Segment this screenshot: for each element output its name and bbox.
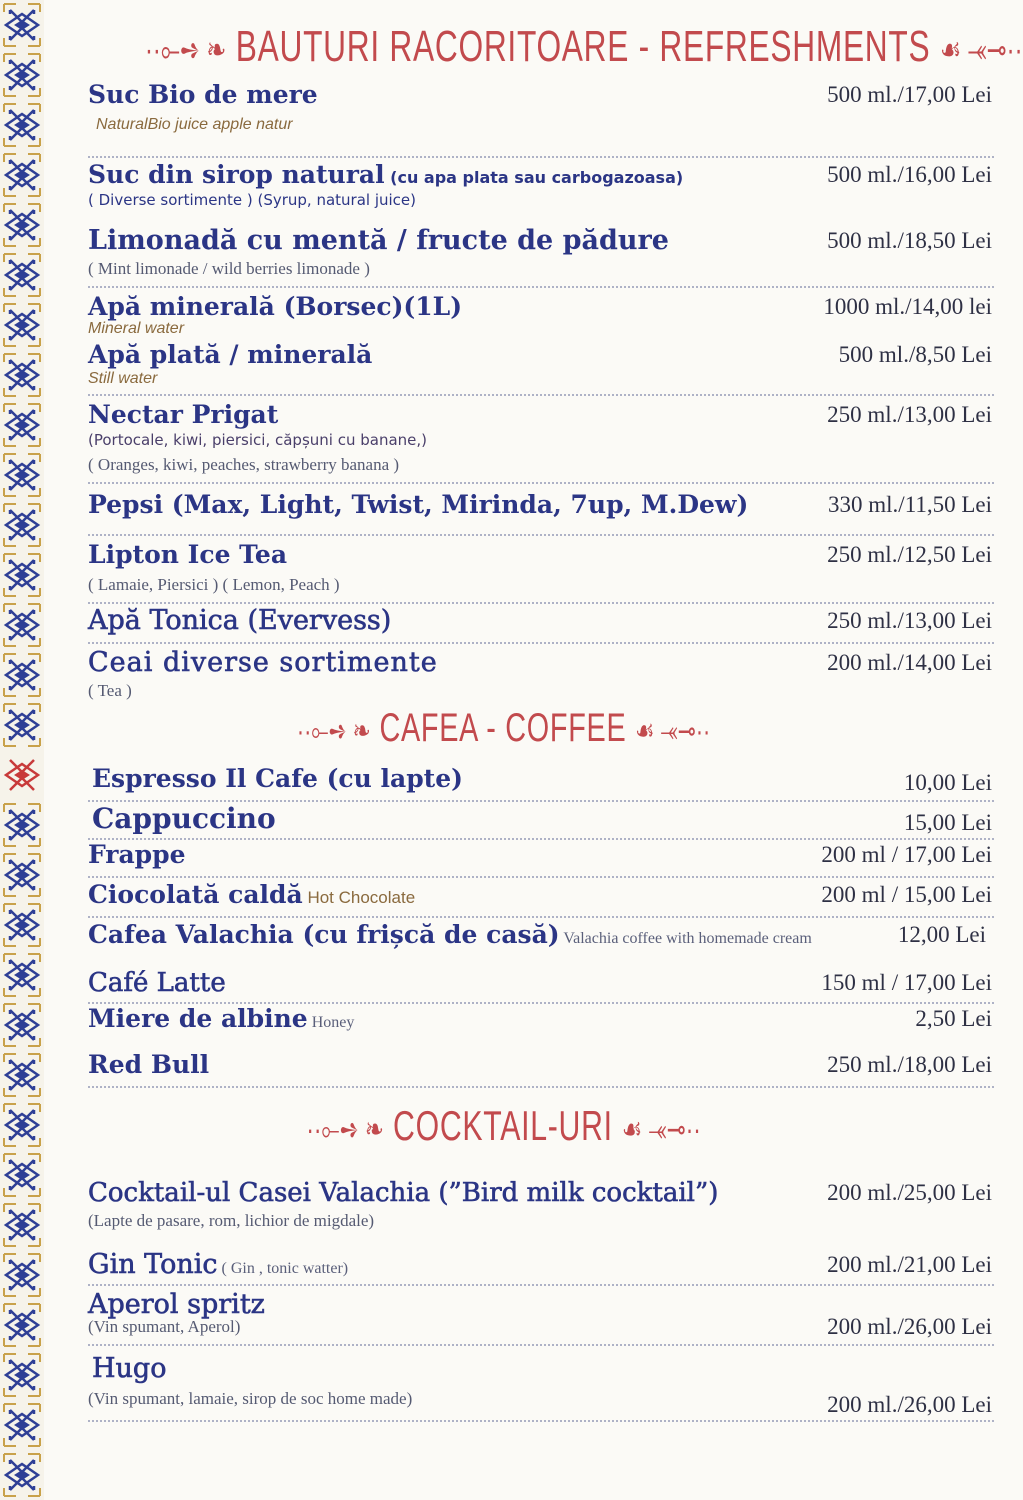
item-name: Frappe — [88, 840, 186, 869]
menu-item — [88, 400, 994, 484]
item-name: Lipton Ice Tea — [88, 540, 288, 569]
item-price: 330 ml./11,50 Lei — [828, 492, 992, 517]
item-name: Cappuccino — [92, 802, 276, 835]
section-title-cocktails — [145, 1102, 862, 1150]
menu-item — [88, 1290, 994, 1346]
item-name: Gin Tonic — [88, 1249, 218, 1280]
item-description: ( Mint limonade / wild berries limonade ) — [88, 259, 370, 278]
menu-item — [88, 160, 994, 214]
item-name: Ceai diverse sortimente — [88, 647, 438, 678]
item-price: 500 ml./8,50 Lei — [838, 342, 992, 367]
item-name: Cocktail-ul Casei Valachia (”Bird milk cocktail”) — [88, 1178, 719, 1208]
item-name: Apă Tonica (Evervess) — [88, 605, 392, 636]
section-title-text: COCKTAIL-URI — [393, 1102, 613, 1149]
item-description: (Vin spumant, lamaie, sirop de soc home made) — [88, 1389, 413, 1408]
item-description: Still water — [88, 370, 158, 387]
item-note: (cu apa plata sau carbogazoasa) — [384, 168, 684, 187]
left-ornament-icon: ··⟜➺ ❧ — [145, 31, 227, 68]
item-price: 2,50 Lei — [915, 1006, 992, 1031]
left-ornament-icon: ··⟜➺ ❧ — [306, 1111, 384, 1147]
menu-item — [88, 1050, 994, 1088]
item-name: Aperol spritz — [88, 1289, 265, 1320]
item-description-en: ( Oranges, kiwi, peaches, strawberry banana ) — [88, 455, 400, 474]
right-ornament-icon: ☙ ⤛⊸·· — [939, 31, 1023, 68]
item-name: Nectar Prigat — [88, 400, 279, 429]
item-note: ( Gin , tonic watter) — [217, 1260, 349, 1277]
item-price: 12,00 Lei — [897, 922, 986, 947]
item-name: Limonadă cu mentă / fructe de pădure — [88, 225, 669, 256]
item-name: Suc Bio de mere — [88, 80, 318, 109]
menu-item — [88, 1250, 994, 1286]
item-name: Cafea Valachia (cu frișcă de casă) — [88, 920, 560, 949]
item-name: Ciocolată caldă — [88, 880, 303, 909]
item-description: ( Tea ) — [88, 681, 132, 700]
item-price: 500 ml./18,50 Lei — [827, 228, 992, 253]
menu-item — [88, 606, 994, 644]
item-price: 200 ml / 17,00 Lei — [821, 842, 992, 867]
item-price: 250 ml./13,00 Lei — [827, 608, 992, 633]
section-title-coffee — [145, 706, 862, 751]
item-price: 200 ml./21,00 Lei — [827, 1252, 992, 1277]
menu-item — [88, 804, 994, 840]
item-price: 200 ml./26,00 Lei — [827, 1392, 992, 1417]
item-name: Apă minerală (Borsec)(1L) — [88, 292, 463, 321]
item-description: (Vin spumant, Aperol) — [88, 1317, 241, 1336]
menu-item — [88, 648, 994, 706]
item-description: ( Diverse sortimente ) (Syrup, natural juice) — [88, 191, 417, 209]
item-price: 250 ml./12,50 Lei — [827, 542, 992, 567]
menu-item — [88, 920, 994, 964]
menu-item — [88, 764, 994, 802]
menu-item — [88, 340, 994, 396]
item-description: (Lapte de pasare, rom, lichior de migdale) — [88, 1211, 375, 1230]
section-title-text: BAUTURI RACORITOARE - REFRESHMENTS — [235, 22, 931, 71]
item-price: 200 ml / 15,00 Lei — [821, 882, 992, 907]
item-description: ( Lamaie, Piersici ) ( Lemon, Peach ) — [88, 575, 340, 594]
item-price: 250 ml./13,00 Lei — [827, 402, 992, 427]
item-price: 500 ml./16,00 Lei — [827, 162, 992, 187]
item-price: 10,00 Lei — [903, 770, 992, 795]
menu-item — [88, 840, 994, 878]
menu-item — [88, 1354, 994, 1422]
item-description: Mineral water — [88, 320, 185, 337]
item-name: Café Latte — [88, 968, 226, 998]
right-ornament-icon: ☙ ⤛⊸·· — [621, 1111, 701, 1147]
item-name: Pepsi (Max, Light, Twist, Mirinda, 7up, M.Dew) — [88, 490, 749, 519]
menu-item — [88, 1178, 994, 1238]
menu-item — [88, 1004, 994, 1044]
folk-pattern-border — [0, 0, 44, 1500]
menu-item — [88, 490, 994, 536]
item-name: Suc din sirop natural — [88, 160, 385, 189]
item-note: Honey — [307, 1014, 355, 1031]
section-title-text: CAFEA - COFFEE — [379, 706, 627, 750]
item-price: 200 ml./25,00 Lei — [827, 1180, 992, 1205]
right-ornament-icon: ☙ ⤛⊸·· — [635, 715, 711, 748]
item-description: NaturalBio juice apple natur — [96, 116, 293, 133]
item-price: 15,00 Lei — [903, 810, 992, 835]
item-description: (Portocale, kiwi, piersici, căpșuni cu banane,) — [88, 431, 427, 449]
left-ornament-icon: ··⟜➺ ❧ — [296, 715, 371, 748]
menu-item — [88, 226, 994, 288]
item-price: 1000 ml./14,00 lei — [823, 294, 992, 319]
item-name: Espresso Il Cafe (cu lapte) — [92, 764, 463, 793]
item-price: 200 ml./26,00 Lei — [827, 1314, 992, 1339]
item-note: Hot Chocolate — [302, 888, 416, 907]
menu-item — [88, 80, 994, 158]
item-note: Valachia coffee with homemade cream — [559, 930, 812, 947]
item-price: 250 ml./18,00 Lei — [827, 1052, 992, 1077]
item-price: 150 ml / 17,00 Lei — [821, 970, 992, 995]
item-name: Apă plată / minerală — [88, 340, 373, 369]
item-name: Miere de albine — [88, 1004, 308, 1033]
section-title-refreshments — [145, 22, 1023, 72]
menu-item — [88, 968, 994, 1004]
item-price: 200 ml./14,00 Lei — [827, 650, 992, 675]
menu-item — [88, 540, 994, 604]
item-name: Hugo — [92, 1353, 167, 1384]
menu-item — [88, 292, 994, 340]
item-name: Red Bull — [88, 1050, 210, 1079]
menu-item — [88, 880, 994, 918]
item-price: 500 ml./17,00 Lei — [827, 82, 992, 107]
